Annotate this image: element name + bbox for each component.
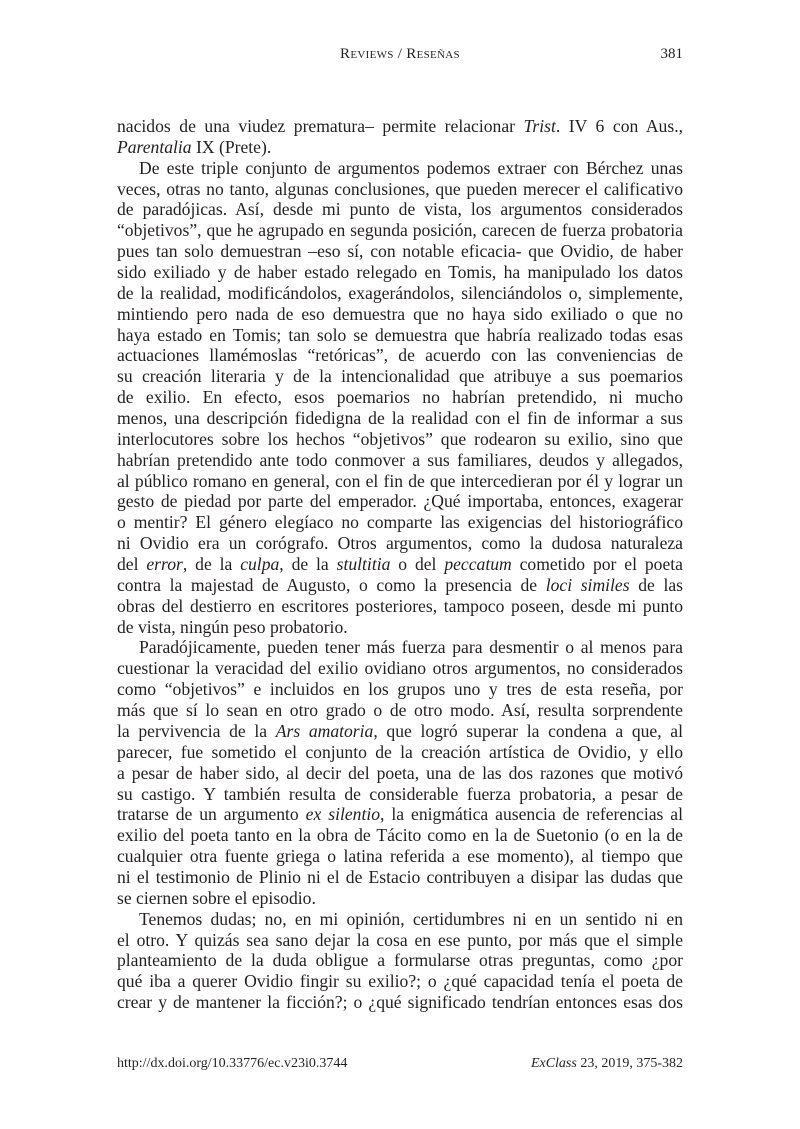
- text-segment: , que logró superar la condena a que, al: [373, 720, 683, 741]
- text-line: [117, 763, 683, 784]
- text-line: [117, 804, 683, 825]
- text-line: [117, 199, 683, 220]
- text-line: [117, 971, 683, 992]
- text-segment: . IV 6 con Aus.,: [555, 116, 683, 136]
- text-segment: planteamiento de la duda obligue a formularse otras preguntas, como ¿por: [117, 950, 683, 971]
- text-segment: , de la: [279, 554, 337, 575]
- running-title: Reviews / Reseñas: [340, 46, 460, 62]
- italic-term: error: [146, 554, 183, 575]
- text-line: [117, 950, 683, 971]
- italic-term: Trist: [523, 116, 556, 136]
- text-segment: como “objetivos” e incluidos en los grupos uno y tres de esta reseña, por: [117, 679, 683, 700]
- text-line: [117, 554, 683, 575]
- text-segment: o mentir? El género elegíaco no comparte las exigencias del historiográfico: [117, 512, 683, 533]
- text-line: [117, 345, 683, 366]
- text-line: [117, 992, 683, 1013]
- italic-term: culpa: [240, 554, 280, 575]
- page-number: 381: [660, 46, 683, 62]
- text-segment: Paradójicamente, pueden tener más fuerza para desmentir o al menos para: [139, 637, 683, 658]
- text-line: [117, 325, 683, 346]
- text-line: [117, 220, 683, 241]
- text-segment: a pesar de haber sido, al decir del poeta, una de las dos razones que motivó: [117, 762, 683, 783]
- text-line: [117, 408, 683, 429]
- text-segment: veces, otras no tanto, algunas conclusiones, que pueden merecer el calificativo: [117, 178, 683, 199]
- italic-term: loci similes: [545, 574, 630, 595]
- text-segment: de la realidad, modificándolos, exagerándolos, silenciándolos o, simplemente,: [117, 282, 683, 303]
- text-line: [117, 137, 683, 158]
- italic-term: stultitia: [336, 554, 391, 575]
- text-segment: tratarse de un argumento: [117, 804, 306, 825]
- text-segment: De este triple conjunto de argumentos podemos extraer con Bérchez unas: [139, 157, 683, 178]
- text-segment: pues tan solo demuestran –eso sí, con notable eficacia- que Ovidio, de haber: [117, 241, 683, 262]
- text-line: [117, 888, 683, 909]
- text-line: [117, 366, 683, 387]
- text-line: [117, 930, 683, 951]
- text-segment: del: [117, 554, 147, 575]
- text-line: [117, 721, 683, 742]
- text-segment: se ciernen sobre el episodio.: [117, 887, 316, 908]
- text-segment: sido exiliado y de haber estado relegado en Tomis, ha manipulado los datos: [117, 262, 683, 283]
- text-line: [117, 596, 683, 617]
- text-segment: el otro. Y quizás sea sano dejar la cosa en ese punto, por más que el simple: [117, 929, 683, 950]
- text-segment: más que sí lo sean en otro grado o de otro modo. Así, resulta sorprendente: [117, 700, 683, 721]
- text-segment: , de la: [182, 554, 241, 575]
- text-line: [117, 262, 683, 283]
- page-header: [117, 46, 683, 68]
- text-line: [117, 450, 683, 471]
- text-line: [117, 742, 683, 763]
- text-line: [117, 116, 683, 137]
- text-segment: menos, una descripción fidedigna de la realidad con el fin de informar a sus: [117, 408, 683, 429]
- text-segment: de exilio. En efecto, esos poemarios no habrían pretendido, ni mucho: [117, 387, 683, 408]
- text-line: [117, 617, 683, 638]
- text-segment: la pervivencia de la: [117, 720, 276, 741]
- text-segment: su creación literaria y de la intencionalidad que atribuye a sus poemarios: [117, 366, 683, 387]
- text-segment: cualquier otra fuente griega o latina referida a ese momento), al tiempo que: [117, 846, 683, 867]
- text-segment: al público romano en general, con el fin de que intercedieran por él y lograr un: [117, 470, 683, 491]
- text-segment: cometido por el poeta: [511, 554, 683, 575]
- text-segment: exilio del poeta tanto en la obra de Tácito como en la de Suetonio (o en la de: [117, 825, 683, 846]
- italic-term: Ars amatoria: [275, 720, 374, 741]
- text-line: [117, 179, 683, 200]
- journal-name: ExClass: [530, 1056, 577, 1071]
- text-segment: crear y de mantener la ficción?; o ¿qué significado tendrían entonces esas dos: [117, 992, 683, 1013]
- text-line: [117, 909, 683, 930]
- text-segment: Tenemos dudas; no, en mi opinión, certidumbres ni en un sentido ni en: [139, 908, 683, 929]
- text-line: [117, 471, 683, 492]
- text-line: [117, 283, 683, 304]
- text-line: [117, 825, 683, 846]
- text-segment: cuestionar la veracidad del exilio ovidiano otros argumentos, no considerados: [117, 658, 683, 679]
- text-line: [117, 637, 683, 658]
- text-line: [117, 241, 683, 262]
- paragraph: [117, 909, 683, 1013]
- text-segment: habrían pretendido ante todo conmover a sus familiares, deudos y allegados,: [117, 449, 683, 470]
- text-segment: ni el testimonio de Plinio ni el de Estacio contribuyen a disipar las dudas que: [117, 866, 683, 887]
- text-line: [117, 575, 683, 596]
- body-text: [117, 116, 683, 1013]
- text-segment: IX (Prete).: [191, 136, 272, 157]
- text-segment: su castigo. Y también resulta de considerable fuerza probatoria, a pesar de: [117, 783, 683, 804]
- text-line: [117, 700, 683, 721]
- text-segment: nacidos de una viudez prematura– permite relacionar: [117, 116, 524, 136]
- text-line: [117, 846, 683, 867]
- text-line: [117, 867, 683, 888]
- text-segment: gesto de piedad por parte del emperador. ¿Qué importaba, entonces, exagerar: [117, 491, 683, 512]
- text-segment: o del: [390, 554, 445, 575]
- text-line: [117, 784, 683, 805]
- text-line: [117, 679, 683, 700]
- text-segment: de vista, ningún peso probatorio.: [117, 616, 348, 637]
- text-segment: contra la majestad de Augusto, o como la presencia de: [117, 574, 546, 595]
- text-segment: ni Ovidio era un corógrafo. Otros argumentos, como la dudosa naturaleza: [117, 533, 683, 554]
- text-segment: mintiendo pero nada de eso demuestra que no haya sido exiliado o que no: [117, 303, 683, 324]
- text-line: [117, 304, 683, 325]
- text-segment: actuaciones llamémoslas “retóricas”, de acuerdo con las conveniencias de: [117, 345, 683, 366]
- text-segment: , la enigmática ausencia de referencias al: [380, 804, 684, 825]
- text-line: [117, 533, 683, 554]
- text-segment: “objetivos”, que he agrupado en segunda posición, carecen de fuerza probatoria: [117, 220, 683, 241]
- text-segment: haya estado en Tomis; tan solo se demuestra que habría realizado todas esas: [117, 324, 683, 345]
- text-line: [117, 429, 683, 450]
- text-line: [117, 158, 683, 179]
- italic-term: peccatum: [444, 554, 512, 575]
- citation-details: 23, 2019, 375-382: [576, 1056, 683, 1071]
- italic-term: Parentalia: [117, 136, 192, 157]
- journal-citation: [531, 1056, 683, 1072]
- text-segment: parecer, fue sometido el conjunto de la creación artística de Ovidio, y ello: [117, 741, 683, 762]
- text-line: [117, 387, 683, 408]
- text-segment: de las: [629, 574, 683, 595]
- paragraph: [117, 158, 683, 638]
- text-segment: interlocutores sobre los hechos “objetivos” que rodearon su exilio, sino que: [117, 428, 683, 449]
- italic-term: ex silentio: [305, 804, 381, 825]
- text-segment: qué iba a querer Ovidio fingir su exilio?; o ¿qué capacidad tenía el poeta de: [117, 971, 683, 992]
- text-segment: obras del destierro en escritores posteriores, tampoco poseen, desde mi punto: [117, 595, 683, 616]
- text-segment: de paradójicas. Así, desde mi punto de vista, los argumentos considerados: [117, 199, 683, 220]
- text-line: [117, 491, 683, 512]
- doi-link[interactable]: http://dx.doi.org/10.33776/ec.v23i0.3744: [117, 1056, 348, 1071]
- paragraph: [117, 637, 683, 908]
- text-line: [117, 512, 683, 533]
- paragraph: [117, 116, 683, 158]
- text-line: [117, 658, 683, 679]
